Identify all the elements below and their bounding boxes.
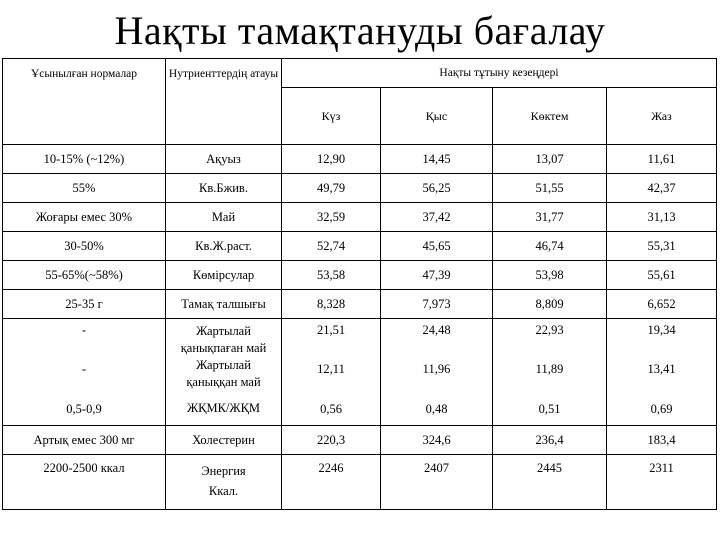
value-cell: 324,6 — [381, 426, 493, 455]
header-season-autumn: Күз — [282, 88, 381, 145]
header-season-summer: Жаз — [607, 88, 717, 145]
value-cell: 46,74 — [493, 232, 607, 261]
nutrient-line: Ккал. — [208, 484, 239, 498]
header-norms: Ұсынылған нормалар — [3, 59, 166, 145]
header-nutrients: Нутриенттердің атауы — [166, 59, 282, 145]
value-cell-group — [282, 319, 381, 426]
value-cell: 53,98 — [493, 261, 607, 290]
norm-cell-group — [3, 319, 166, 426]
value-cell-group — [607, 319, 717, 426]
value-cell: 2246 — [282, 455, 381, 510]
table-row — [3, 203, 717, 232]
value-line: 0,51 — [538, 402, 561, 416]
value-cell: 32,59 — [282, 203, 381, 232]
nutrient-cell — [166, 455, 282, 510]
value-line: 0,48 — [425, 402, 448, 416]
value-line: 0,56 — [320, 402, 342, 416]
page-title: Нақты тамақтануды бағалау — [114, 8, 606, 53]
value-cell: 47,39 — [381, 261, 493, 290]
norm-line: - — [81, 362, 87, 376]
value-line: 21,51 — [316, 323, 346, 337]
value-cell: 55,61 — [607, 261, 717, 290]
nutrient-cell: Кв.Ж.раст. — [166, 232, 282, 261]
value-line: 22,93 — [535, 323, 564, 337]
value-line: 11,89 — [535, 362, 564, 376]
nutrient-cell: Май — [166, 203, 282, 232]
value-cell: 37,42 — [381, 203, 493, 232]
value-cell: 2445 — [493, 455, 607, 510]
table-row — [3, 232, 717, 261]
value-cell: 42,37 — [607, 174, 717, 203]
norm-cell: 55-65%(~58%) — [3, 261, 166, 290]
nutrient-line: ЖҚМК/ЖҚМ — [186, 401, 261, 415]
value-cell: 51,55 — [493, 174, 607, 203]
header-periods: Нақты тұтыну кезеңдері — [282, 59, 717, 88]
value-line: 19,34 — [647, 323, 676, 337]
value-cell: 2311 — [607, 455, 717, 510]
norm-cell: 10-15% (~12%) — [3, 145, 166, 174]
value-line: 13,41 — [647, 362, 676, 376]
nutrient-cell: Холестерин — [166, 426, 282, 455]
nutrient-cell-group — [166, 319, 282, 426]
norm-cell: 55% — [3, 174, 166, 203]
value-line: 11,96 — [422, 362, 451, 376]
value-line: 12,11 — [317, 362, 345, 376]
table-row-group — [3, 319, 717, 426]
nutrient-cell: Кв.Бжив. — [166, 174, 282, 203]
value-cell: 52,74 — [282, 232, 381, 261]
table-row — [3, 455, 717, 510]
norm-cell: 2200-2500 ккал — [3, 455, 166, 510]
nutrient-line: Жартылай — [196, 358, 251, 372]
value-line: 0,69 — [650, 402, 673, 416]
value-cell-group — [493, 319, 607, 426]
nutrient-cell: Тамақ талшығы — [166, 290, 282, 319]
value-cell: 183,4 — [607, 426, 717, 455]
header-season-spring: Көктем — [493, 88, 607, 145]
nutrient-line: Энергия — [201, 464, 246, 478]
value-cell: 11,61 — [607, 145, 717, 174]
norm-line: 0,5-0,9 — [66, 402, 102, 416]
value-line: 24,48 — [422, 323, 451, 337]
nutrient-line: қанықпаған май — [180, 341, 267, 355]
header-season-winter: Қыс — [381, 88, 493, 145]
norm-cell: 30-50% — [3, 232, 166, 261]
norm-cell: Артық емес 300 мг — [3, 426, 166, 455]
table-row — [3, 261, 717, 290]
value-cell: 8,328 — [282, 290, 381, 319]
value-cell: 53,58 — [282, 261, 381, 290]
table-row — [3, 174, 717, 203]
norm-cell: Жоғары емес 30% — [3, 203, 166, 232]
nutrient-cell: Ақуыз — [166, 145, 282, 174]
value-cell: 56,25 — [381, 174, 493, 203]
value-cell: 13,07 — [493, 145, 607, 174]
nutrient-line: Жартылай — [196, 324, 251, 338]
norm-line: - — [81, 323, 87, 337]
value-cell: 49,79 — [282, 174, 381, 203]
value-cell: 55,31 — [607, 232, 717, 261]
nutrient-cell: Көмірсулар — [166, 261, 282, 290]
value-cell: 8,809 — [493, 290, 607, 319]
nutrient-line: қаныққан май — [186, 375, 261, 389]
table-row — [3, 145, 717, 174]
nutrition-table — [2, 58, 717, 510]
value-cell: 14,45 — [381, 145, 493, 174]
value-cell: 2407 — [381, 455, 493, 510]
table-row — [3, 426, 717, 455]
value-cell-group — [381, 319, 493, 426]
table-row — [3, 290, 717, 319]
norm-cell: 25-35 г — [3, 290, 166, 319]
value-cell: 6,652 — [607, 290, 717, 319]
value-cell: 236,4 — [493, 426, 607, 455]
value-cell: 31,77 — [493, 203, 607, 232]
value-cell: 31,13 — [607, 203, 717, 232]
value-cell: 12,90 — [282, 145, 381, 174]
value-cell: 7,973 — [381, 290, 493, 319]
value-cell: 45,65 — [381, 232, 493, 261]
value-cell: 220,3 — [282, 426, 381, 455]
